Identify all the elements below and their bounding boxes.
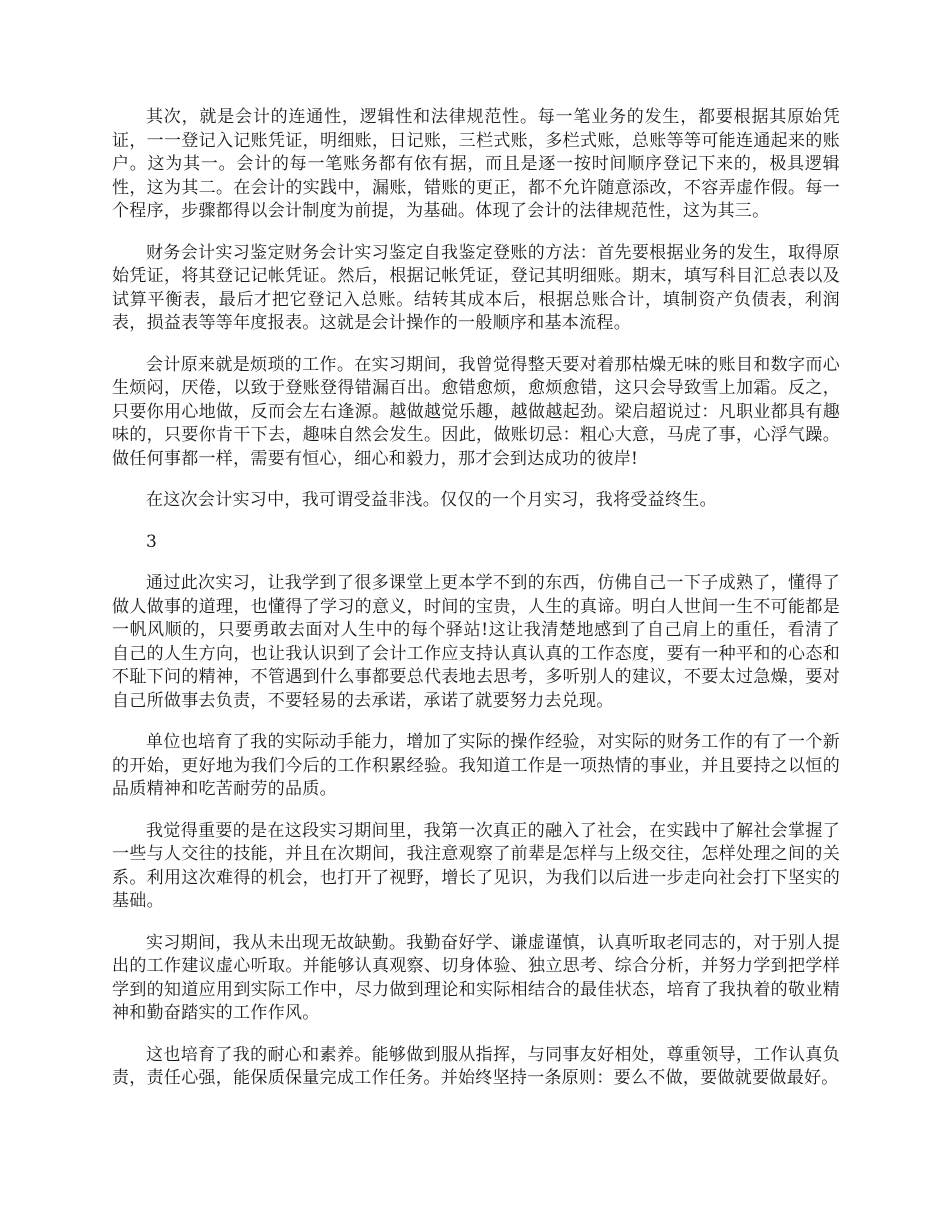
paragraph-continuity: 其次，就是会计的连通性，逻辑性和法律规范性。每一笔业务的发生，都要根据其原始凭证，一一登记入记账凭证，明细账，日记账，三栏式账，多栏式账，总账等等可能连通起来的账户。这为其一。会计的每一笔账务都有依有据，而且是逐一按时间顺序登记下来的，极具逻辑性，这为其二。在会计的实践中，漏账，错账的更正，都不允许随意添改，不容弄虚作假。每一个程序，步骤都得以会计制度为前提，为基础。体现了会计的法律规范性，这为其三。: [112, 107, 840, 221]
paragraph-benefit: 在这次会计实习中，我可谓受益非浅。仅仅的一个月实习，我将受益终生。: [146, 490, 717, 510]
paragraph-learning: 通过此次实习，让我学到了很多课堂上更本学不到的东西，仿佛自己一下子成熟了，懂得了做人做事的道理，也懂得了学习的意义，时间的宝贵，人生的真谛。明白人世间一生不可能都是一帆风顺的，只要勇敢去面对人生中的每个驿站!这让我清楚地感到了自己肩上的重任，看清了自己的人生方向，也让我认识到了会计工作应支持认真认真的工作态度，要有一种平和的心态和不耻下问的精神，不管遇到什么事都要总代表地去思考，多听别人的建议，不要太过急燥，要对自己所做事去负责，不要轻易的去承诺，承诺了就要努力去兑现。: [112, 573, 840, 711]
paragraph-bookkeeping-method: 财务会计实习鉴定财务会计实习鉴定自我鉴定登账的方法：首先要根据业务的发生，取得原始凭证，将其登记记帐凭证。然后，根据记帐凭证，登记其明细账。期末，填写科目汇总表以及试算平衡表，最后才把它登记入总账。结转其成本后，根据总账合计，填制资产负债表，利润表，损益表等等年度报表。这就是会计操作的一般顺序和基本流程。: [112, 242, 840, 333]
paragraph-tedious-work: 会计原来就是烦琐的工作。在实习期间，我曾觉得整天要对着那枯燥无味的账目和数字而心生烦闷，厌倦，以致于登账登得错漏百出。愈错愈烦，愈烦愈错，这只会导致雪上加霜。反之，只要你用心地做，反而会左右逢源。越做越觉乐趣，越做越起劲。梁启超说过：凡职业都具有趣味的，只要你肯干下去，趣味自然会发生。因此，做账切忌：粗心大意，马虎了事，心浮气躁。做任何事都一样，需要有恒心，细心和毅力，那才会到达成功的彼岸!: [112, 354, 840, 469]
section-number: 3: [146, 531, 158, 552]
paragraph-practical-ability: 单位也培育了我的实际动手能力，增加了实际的操作经验，对实际的财务工作的有了一个新的开始，更好地为我们今后的工作积累经验。我知道工作是一项热情的事业，并且要持之以恒的品质精神和吃苦耐劳的品质。: [112, 732, 840, 799]
document-page: [112, 106, 840, 1109]
paragraph-patience: 这也培育了我的耐心和素养。能够做到服从指挥，与同事友好相处，尊重领导，工作认真负责，责任心强，能保质保量完成工作任务。并始终坚持一条原则：要么不做，要做就要做最好。: [112, 1044, 840, 1088]
paragraph-attendance: 实习期间，我从未出现无故缺勤。我勤奋好学、谦虚谨慎，认真听取老同志的，对于别人提出的工作建议虚心听取。并能够认真观察、切身体验、独立思考、综合分析，并努力学到把学样学到的知道应用到实际工作中，尽力做到理论和实际相结合的最佳状态，培育了我执着的敬业精神和勤奋踏实的工作作风。: [112, 932, 840, 1023]
paragraph-society: 我觉得重要的是在这段实习期间里，我第一次真正的融入了社会，在实践中了解社会掌握了一些与人交往的技能，并且在次期间，我注意观察了前辈是怎样与上级交往，怎样处理之间的关系。利用这次难得的机会，也打开了视野，增长了见识，为我们以后进一步走向社会打下坚实的基础。: [112, 820, 840, 911]
